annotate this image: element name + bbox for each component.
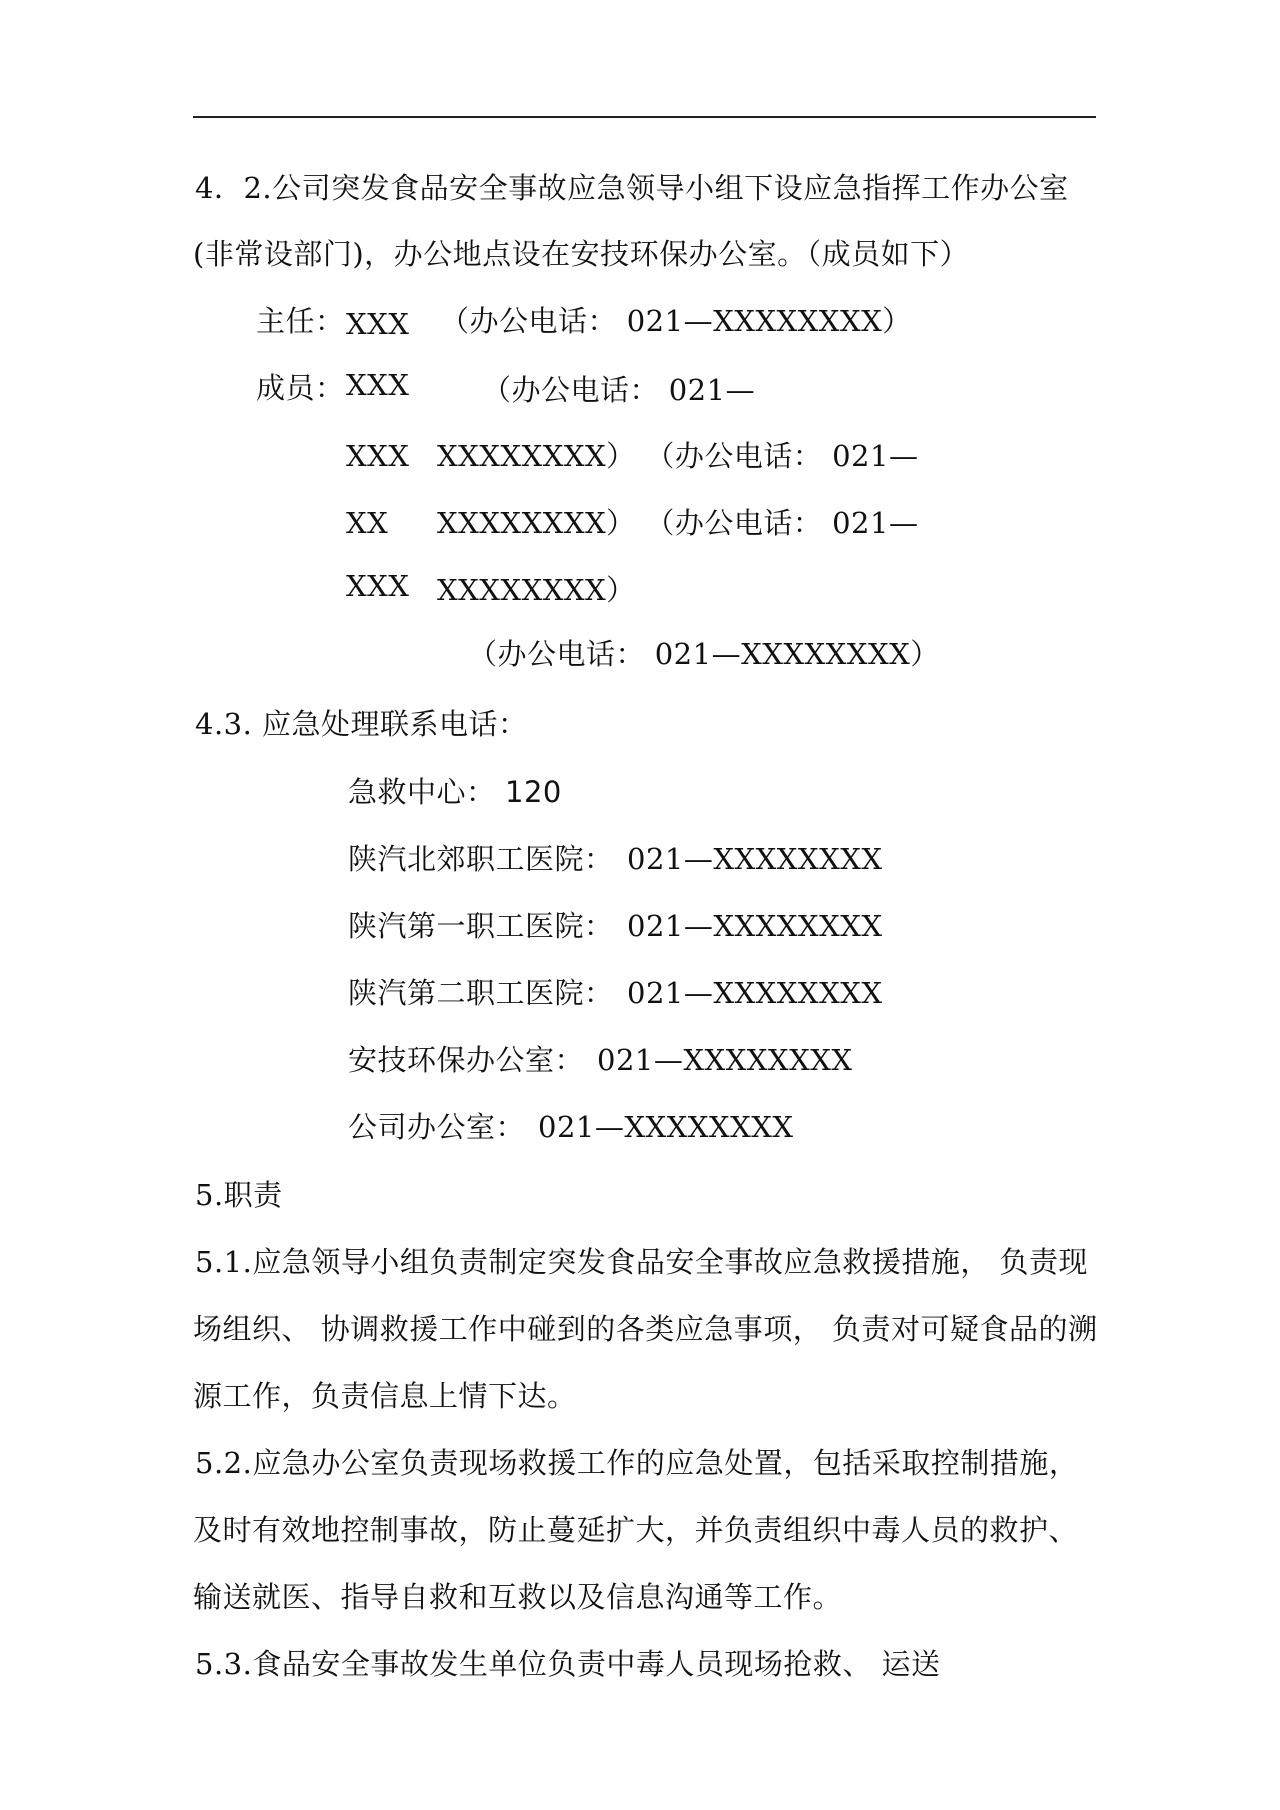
contact-value: 021—XXXXXXXX: [627, 909, 883, 943]
member-1-name: XXX: [346, 368, 410, 402]
section-5-1-line: 场组织、 协调救援工作中碰到的各类应急事项， 负责对可疑食品的溯: [193, 1312, 1098, 1346]
section-5-1-line: 源工作，负责信息上情下达。: [193, 1379, 577, 1413]
contact-label: 陕汽第二职工医院：: [348, 976, 614, 1010]
contact-value: 021—XXXXXXXX: [597, 1043, 853, 1077]
director-phone: （办公电话： 021—XXXXXXXX）: [440, 304, 912, 338]
director-name: XXX: [346, 307, 410, 341]
member-phone-row-3: XXXXXXXX） （办公电话： 021—: [437, 506, 919, 540]
section-4-2-line-1: 4．2.公司突发食品安全事故应急领导小组下设应急指挥工作办公室: [195, 171, 1069, 205]
contact-label: 公司办公室：: [348, 1110, 526, 1144]
member-phone-prefix-1: （办公电话： 021—: [482, 373, 756, 407]
contact-value: 021—XXXXXXXX: [538, 1110, 794, 1144]
member-3-name: XX: [346, 506, 389, 540]
section-5-2-line: 输送就医、指导自救和互救以及信息沟通等工作。: [193, 1580, 843, 1614]
member-phone-row-4: XXXXXXXX）: [437, 573, 636, 607]
contact-label: 急救中心：: [348, 775, 496, 809]
section-5-1-line: 5.1.应急领导小组负责制定突发食品安全事故应急救援措施， 负责现: [195, 1245, 1089, 1279]
contact-label: 安技环保办公室：: [348, 1043, 585, 1077]
contact-value: 021—XXXXXXXX: [627, 976, 883, 1010]
director-label: 主任：: [256, 304, 345, 338]
section-5-2-line: 5.2.应急办公室负责现场救援工作的应急处置，包括采取控制措施，: [195, 1446, 1079, 1480]
member-phone-row-2: XXXXXXXX） （办公电话： 021—: [437, 439, 919, 473]
contact-label: 陕汽第一职工医院：: [348, 909, 614, 943]
contact-value: 021—XXXXXXXX: [627, 842, 883, 876]
contact-value: 120: [505, 775, 562, 809]
members-label: 成员：: [256, 371, 345, 405]
member-2-name: XXX: [346, 439, 410, 473]
section-5-2-line: 及时有效地控制事故，防止蔓延扩大，并负责组织中毒人员的救护、: [193, 1513, 1079, 1547]
section-5-heading: 5.职责: [195, 1178, 283, 1212]
header-rule: [193, 116, 1096, 118]
section-4-2-line-2: (非常设部门)，办公地点设在安技环保办公室。（成员如下）: [193, 237, 970, 271]
member-phone-row-5: （办公电话： 021—XXXXXXXX）: [468, 637, 940, 671]
member-4-name: XXX: [346, 569, 410, 603]
section-4-3-heading: 4.3. 应急处理联系电话：: [195, 707, 528, 741]
contact-label: 陕汽北郊职工医院：: [348, 842, 614, 876]
section-5-3-line: 5.3.食品安全事故发生单位负责中毒人员现场抢救、 运送: [195, 1647, 941, 1681]
